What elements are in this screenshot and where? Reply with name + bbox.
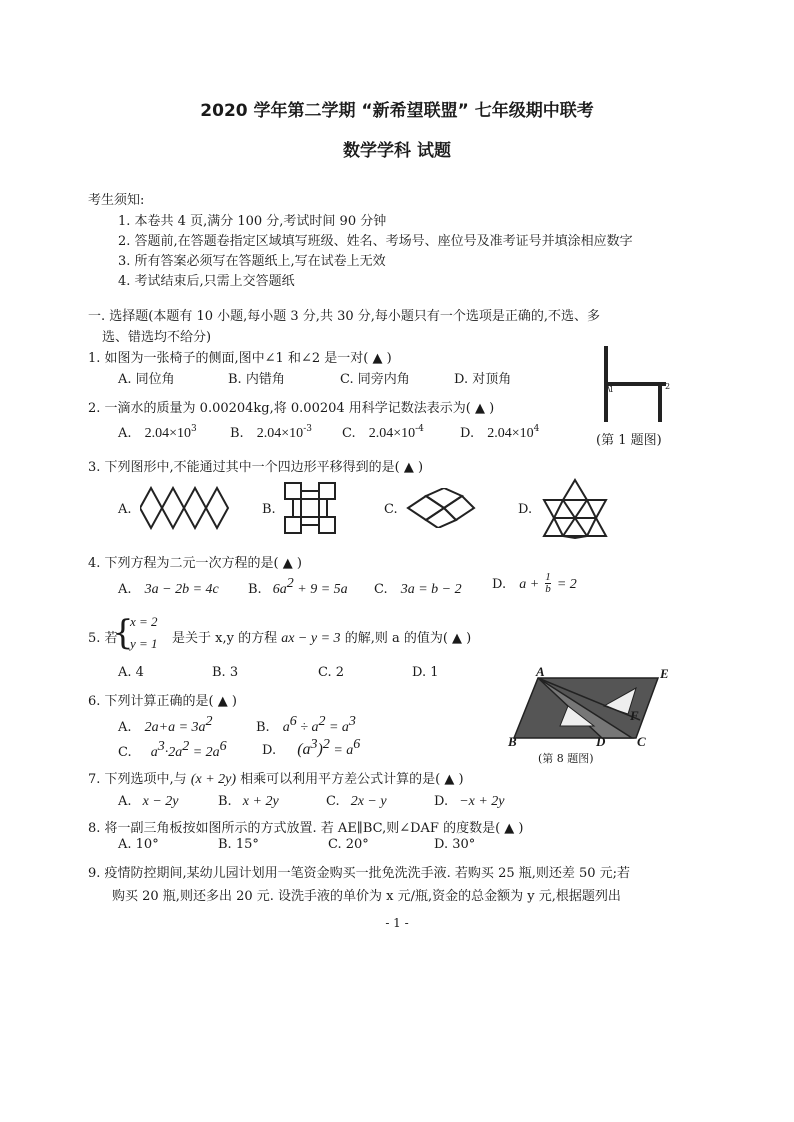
q5-prefix: 5. 若 (88, 631, 118, 646)
notice-item: 4. 考试结束后,只需上交答题纸 (118, 274, 295, 289)
q6-expr-d-close: ) (317, 741, 323, 758)
q2-mantissa: 2.04×10 (144, 426, 192, 441)
q8-option-d: D. 30° (434, 837, 476, 852)
q2-option-d (460, 422, 539, 442)
q1-option-b: B. 内错角 (228, 372, 285, 387)
page-number: - 1 - (385, 916, 409, 930)
q2-option-a (118, 422, 197, 442)
q7-option-c (326, 790, 387, 810)
q2-exponent: 3 (191, 424, 197, 434)
q6-expr-b-end: = a (325, 720, 349, 735)
q5-option-d: D. 1 (412, 665, 439, 680)
point-e-label: E (660, 666, 669, 681)
option-letter: D. (434, 794, 449, 809)
q6-option-b (256, 716, 356, 736)
q7-stem-start: 7. 下列选项中,与 (88, 772, 187, 787)
section-heading: 一. 选择题(本题有 10 小题,每小题 3 分,共 30 分,每小题只有一个选项是正确的,不选、多 (88, 309, 601, 324)
section-heading-cont: 选、错选均不给分) (102, 330, 212, 345)
q2-exponent: -4 (415, 424, 424, 434)
q6-option-c (118, 741, 227, 761)
q8-option-c: C. 20° (328, 837, 369, 852)
q4-expr-b-rest: + 9 = 5a (293, 582, 348, 597)
exponent: 6 (353, 737, 361, 752)
option-letter: A. (118, 426, 132, 441)
diamond-chain-figure (140, 486, 232, 530)
q7-expression: (x + 2y) (190, 772, 237, 787)
point-b-label: B (508, 734, 517, 749)
option-letter: B. (256, 720, 270, 735)
option-letter: A. (118, 794, 132, 809)
q4-expr-d: a + (519, 577, 540, 592)
q6-expr-b-mid: ÷ a (296, 720, 319, 735)
q7-expr-a: x − 2y (142, 794, 179, 809)
q7-expr-b: x + 2y (242, 794, 279, 809)
q6-expr-c: a (150, 745, 158, 760)
q2-exponent: -3 (303, 424, 312, 434)
q3-letter-c: C. (384, 502, 398, 517)
q4-stem: 4. 下列方程为二元一次方程的是( ▲ ) (88, 556, 302, 571)
system-brace: { (112, 613, 134, 653)
option-letter: D. (460, 426, 475, 441)
exam-subtitle: 数学学科 试题 (343, 141, 451, 161)
notice-item: 3. 所有答案必须写在答题纸上,写在试卷上无效 (118, 254, 386, 269)
q6-expr-b: a (282, 720, 290, 735)
point-a-label: A (536, 664, 545, 679)
q5-option-a: A. 4 (118, 665, 144, 680)
q4-expr-b: 6a (272, 582, 287, 597)
option-letter: B. (218, 794, 232, 809)
hexagram-figure (542, 478, 608, 540)
q6-expr-c-mid: ·2a (164, 745, 183, 760)
point-d-label: D (596, 734, 606, 749)
q6-expr-a: 2a+a = 3a (144, 720, 206, 735)
q5-stem (172, 627, 471, 647)
exponent: 2 (182, 739, 190, 754)
option-letter: A. (118, 720, 132, 735)
q2-option-c (342, 422, 424, 442)
notice-item: 2. 答题前,在答题卷指定区域填写班级、姓名、考场号、座位号及准考证号并填涂相应数字 (118, 234, 633, 249)
notice-heading: 考生须知: (88, 193, 145, 208)
chair-angle-2-label: 2 (665, 382, 671, 391)
q7-stem-end: 相乘可以利用平方差公式计算的是( ▲ ) (240, 772, 464, 787)
q3-letter-d: D. (518, 502, 533, 517)
q7-option-b (218, 790, 279, 810)
option-letter: C. (118, 745, 132, 760)
option-letter: D. (262, 743, 277, 758)
q7-stem (88, 768, 464, 788)
chair-angle-1-label: 1 (609, 385, 615, 394)
fraction-numerator: 1 (545, 571, 551, 583)
option-letter: B. (248, 582, 262, 597)
q4-option-a (118, 578, 219, 598)
exponent: 6 (289, 714, 297, 729)
q2-mantissa: 2.04×10 (256, 426, 304, 441)
q8-option-b: B. 15° (218, 837, 259, 852)
q5-system-eq1: x = 2 (130, 614, 158, 629)
exponent: 6 (219, 739, 227, 754)
exponent: 3 (348, 714, 356, 729)
q7-expr-c: 2x − y (350, 794, 387, 809)
option-letter: A. (118, 582, 132, 597)
q5-option-c: C. 2 (318, 665, 345, 680)
q5-stem-mid: 是关于 x,y 的方程 (172, 631, 278, 646)
q8-caption: (第 8 题图) (538, 752, 594, 765)
q1-caption: (第 1 题图) (596, 433, 662, 448)
fraction-denominator: b (545, 583, 551, 595)
q2-mantissa: 2.04×10 (487, 426, 534, 441)
exponent: 2 (205, 714, 213, 729)
q4-option-c (374, 578, 462, 598)
q1-stem: 1. 如图为一张椅子的侧面,图中∠1 和∠2 是一对( ▲ ) (88, 351, 392, 366)
q6-stem: 6. 下列计算正确的是( ▲ ) (88, 694, 237, 709)
q4-expr-c: 3a = b − 2 (400, 582, 462, 597)
rhombus-group-figure (406, 488, 476, 528)
q3-letter-a: A. (118, 502, 132, 517)
q2-mantissa: 2.04×10 (368, 426, 416, 441)
q9-stem-cont: 购买 20 瓶,则还多出 20 元. 设洗手液的单价为 x 元/瓶,资金的总金额为 y 元,根据题列出 (112, 889, 621, 904)
q3-letter-b: B. (262, 502, 276, 517)
q5-stem-end: 的解,则 a 的值为( ▲ ) (344, 631, 472, 646)
q5-option-b: B. 3 (212, 665, 239, 680)
q8-option-a: A. 10° (118, 837, 159, 852)
q3-stem: 3. 下列图形中,不能通过其中一个四边形平移得到的是( ▲ ) (88, 460, 424, 475)
q1-option-c: C. 同旁内角 (340, 372, 410, 387)
q7-expr-d: −x + 2y (459, 794, 505, 809)
q6-option-d (262, 739, 360, 759)
q6-expr-d: (a (297, 741, 311, 758)
q2-exponent: 4 (533, 424, 540, 434)
notice-item: 1. 本卷共 4 页,满分 100 分,考试时间 90 分钟 (118, 214, 387, 229)
q4-option-d (492, 572, 577, 595)
q9-stem: 9. 疫情防控期间,某幼儿园计划用一笔资金购买一批免洗洗手液. 若购买 25 瓶,则还差 50 元;若 (88, 866, 631, 881)
option-letter: B. (230, 426, 244, 441)
option-letter: C. (326, 794, 340, 809)
q8-stem: 8. 将一副三角板按如图所示的方式放置. 若 AE∥BC,则∠DAF 的度数是( ▲ ) (88, 821, 524, 836)
option-letter: C. (374, 582, 388, 597)
point-f-label: F (630, 708, 639, 723)
q2-option-b (230, 422, 312, 442)
exponent: 2 (318, 714, 326, 729)
q6-option-a (118, 716, 213, 736)
q5-equation: ax − y = 3 (281, 631, 341, 646)
q6-expr-d-end: = a (329, 743, 354, 758)
fraction (545, 572, 551, 595)
q7-option-d (434, 790, 505, 810)
q6-expr-c-end: = 2a (189, 745, 220, 760)
exponent: 3 (157, 739, 165, 754)
q1-option-a: A. 同位角 (118, 372, 175, 387)
triangle-board-figure (508, 668, 674, 746)
option-letter: C. (342, 426, 356, 441)
q4-option-b (248, 578, 348, 598)
exponent: 2 (322, 737, 330, 752)
square-frame-figure (284, 482, 336, 534)
q7-option-a (118, 790, 179, 810)
exponent: 2 (286, 576, 294, 591)
exponent: 3 (310, 737, 318, 752)
point-c-label: C (637, 734, 646, 749)
q4-expr-a: 3a − 2b = 4c (144, 582, 219, 597)
q4-expr-d-rest: = 2 (556, 577, 577, 592)
option-letter: D. (492, 577, 507, 592)
chair-figure (596, 344, 676, 426)
q2-stem: 2. 一滴水的质量为 0.00204kg,将 0.00204 用科学记数法表示为( ▲ ) (88, 401, 495, 416)
q5-system-eq2: y = 1 (130, 636, 158, 651)
q1-option-d: D. 对顶角 (454, 372, 512, 387)
exam-title: 2020 学年第二学期 “新希望联盟” 七年级期中联考 (200, 101, 594, 121)
